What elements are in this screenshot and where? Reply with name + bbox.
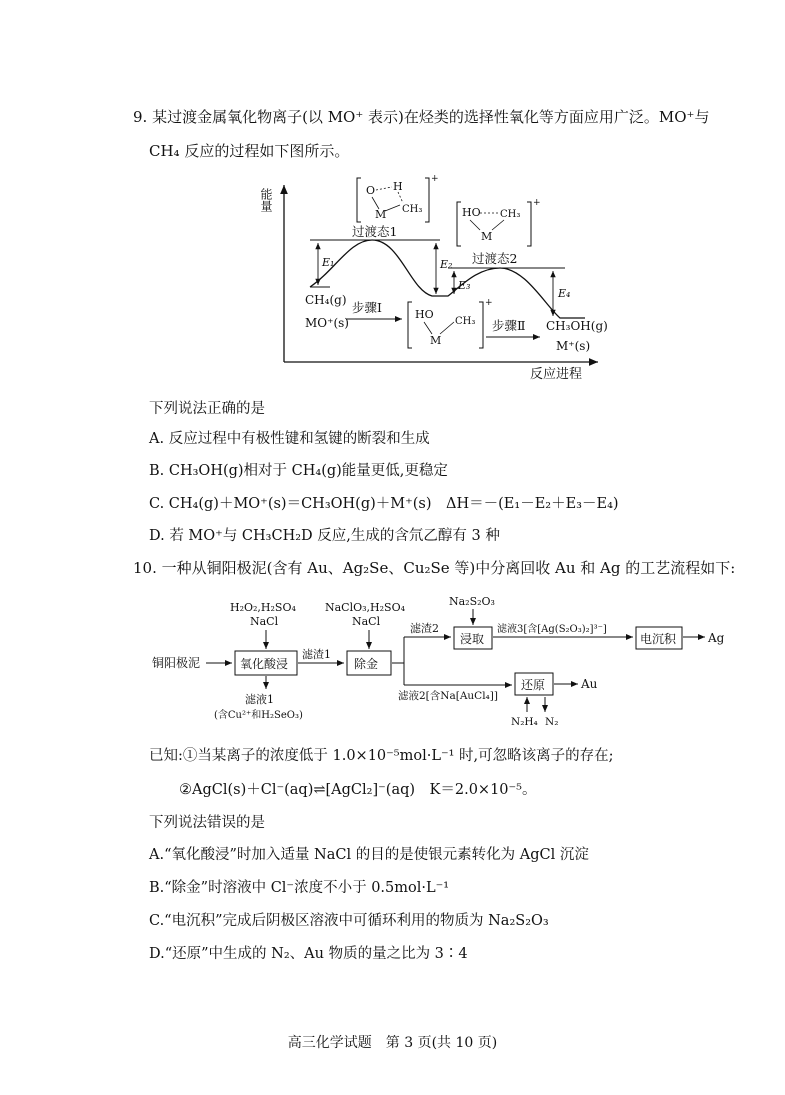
q9-option-b: B. CH₃OH(g)相对于 CH₄(g)能量更低,更稳定 — [149, 463, 448, 479]
q10-known-2: ②AgCl(s)＋Cl⁻(aq)⇌[AgCl₂]⁻(aq) K＝2.0×10⁻⁵。 — [179, 782, 537, 798]
step2-label: 步骤Ⅱ — [492, 318, 526, 333]
svg-text:CH₃: CH₃ — [455, 316, 476, 327]
intermediate-structure — [408, 298, 493, 348]
svg-text:NaClO₃,H₂SO₄: NaClO₃,H₂SO₄ — [325, 601, 406, 614]
ts1-label: 过渡态1 — [352, 224, 398, 239]
product-ch3oh: CH₃OH(g) — [546, 319, 608, 333]
ts2-structure — [457, 198, 541, 246]
svg-text:H₂O₂,H₂SO₄: H₂O₂,H₂SO₄ — [230, 601, 296, 614]
q9-stem-line1: 9. 某过渡金属氧化物离子(以 MO⁺ 表示)在烃类的选择性氧化等方面应用广泛。MO⁺与 — [133, 108, 710, 126]
flow-arrow-3: 滤液3[含[Ag(S₂O₃)₂]³⁻] — [497, 624, 607, 635]
reactant-mo: MO⁺(s) — [305, 316, 349, 330]
ts2-label: 过渡态2 — [472, 251, 518, 266]
svg-text:Na₂S₂O₃: Na₂S₂O₃ — [449, 595, 495, 608]
q10-option-b: B.“除金”时溶液中 Cl⁻浓度不小于 0.5mol·L⁻¹ — [149, 880, 450, 896]
q10-option-a: A.“氧化酸浸”时加入适量 NaCl 的目的是使银元素转化为 AgCl 沉淀 — [149, 847, 589, 863]
energy-diagram — [0, 0, 785, 400]
reactant-ch4: CH₄(g) — [305, 293, 347, 307]
svg-text:NaCl: NaCl — [352, 615, 381, 628]
q10-option-c: C.“电沉积”完成后阴极区溶液中可循环利用的物质为 Na₂S₂O₃ — [149, 913, 549, 929]
svg-text:还原: 还原 — [521, 678, 546, 692]
x-axis-label: 反应进程 — [530, 367, 583, 382]
q10-option-d: D.“还原”中生成的 N₂、Au 物质的量之比为 3∶4 — [149, 946, 468, 962]
q10-known-1: 已知:①当某离子的浓度低于 1.0×10⁻⁵mol·L⁻¹ 时,可忽略该离子的存在; — [149, 748, 614, 764]
q9-prompt: 下列说法正确的是 — [149, 401, 265, 417]
e4-label: E₄ — [558, 287, 571, 300]
e2-label: E₂ — [440, 258, 453, 271]
q10-prompt: 下列说法错误的是 — [149, 815, 265, 831]
svg-text:电沉积: 电沉积 — [640, 632, 677, 646]
q9-option-d: D. 若 MO⁺与 CH₃CH₂D 反应,生成的含氘乙醇有 3 种 — [149, 528, 500, 544]
flow-start: 铜阳极泥 — [152, 656, 201, 670]
flow-out-au: Au — [581, 677, 598, 691]
svg-text:CH₃: CH₃ — [500, 209, 521, 220]
e3-label: E₃ — [458, 279, 471, 292]
y-axis-label: 能量 — [259, 188, 273, 212]
svg-text:N₂H₄: N₂H₄ — [511, 716, 538, 728]
svg-text:O: O — [366, 184, 376, 197]
svg-text:CH₃: CH₃ — [402, 204, 423, 215]
e1-label: E₁ — [322, 256, 335, 269]
svg-text:M: M — [481, 230, 493, 243]
svg-text:+: + — [485, 298, 493, 308]
flow-arrow-2: 滤渣2 — [410, 622, 439, 635]
svg-text:NaCl: NaCl — [250, 615, 279, 628]
q9-option-c: C. CH₄(g)＋MO⁺(s)＝CH₃OH(g)＋M⁺(s) ΔH＝－(E₁－E₂＋E₃－E₄) — [149, 496, 619, 512]
ts1-structure — [357, 174, 439, 222]
flow-arrow-4: 滤液2[含Na[AuCl₄]] — [398, 690, 498, 702]
svg-text:M: M — [375, 208, 387, 221]
step1-label: 步骤Ⅰ — [352, 300, 382, 315]
svg-text:HO: HO — [415, 308, 434, 321]
q10-stem: 10. 一种从铜阳极泥(含有 Au、Ag₂Se、Cu₂Se 等)中分离回收 Au 和 Ag 的工艺流程如下: — [133, 559, 736, 577]
svg-text:HO: HO — [462, 206, 481, 219]
q9-stem-line2: CH₄ 反应的过程如下图所示。 — [149, 142, 350, 160]
svg-text:除金: 除金 — [354, 657, 379, 671]
flow-arrow-1: 滤渣1 — [302, 648, 331, 661]
process-flow-diagram — [0, 585, 785, 735]
svg-text:氧化酸浸: 氧化酸浸 — [240, 657, 289, 671]
svg-text:+: + — [431, 174, 439, 184]
svg-text:+: + — [533, 198, 541, 208]
svg-text:滤液1: 滤液1 — [245, 693, 274, 706]
svg-text:(含Cu²⁺和H₂SeO₃): (含Cu²⁺和H₂SeO₃) — [214, 710, 303, 721]
svg-text:H: H — [393, 180, 403, 193]
q9-option-a: A. 反应过程中有极性键和氢键的断裂和生成 — [149, 431, 430, 447]
product-m: M⁺(s) — [556, 339, 591, 353]
flow-out-ag: Ag — [708, 631, 725, 645]
svg-text:N₂: N₂ — [545, 716, 559, 728]
svg-text:浸取: 浸取 — [460, 632, 485, 646]
page-footer: 高三化学试题 第 3 页(共 10 页) — [287, 1035, 498, 1051]
svg-text:M: M — [430, 334, 442, 347]
